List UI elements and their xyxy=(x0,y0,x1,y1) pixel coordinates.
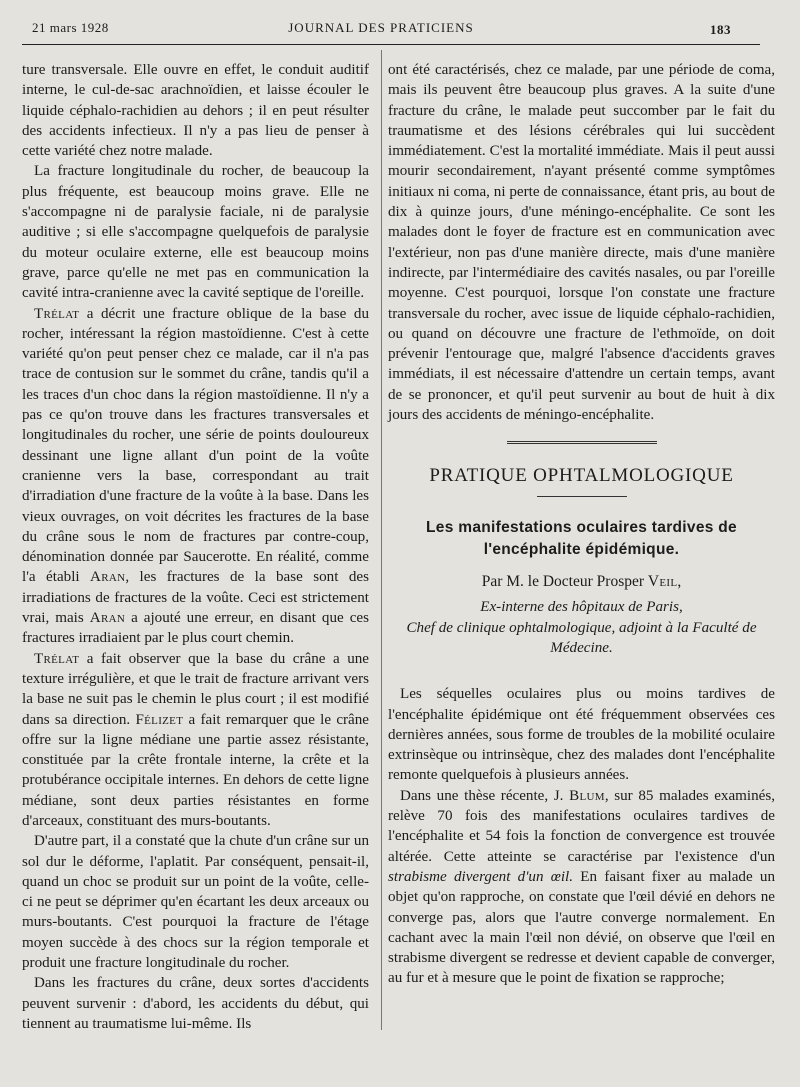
left-paragraph-4 xyxy=(22,649,369,832)
author-name-trelat-2: Trélat xyxy=(34,650,80,667)
left-paragraph-3-text-3: a ajouté une erreur, en disant que ces fractures irradiaient par le plus court chemin. xyxy=(22,610,369,647)
italic-strabisme: strabisme divergent d'un œil. xyxy=(388,868,574,885)
left-paragraph-3-text: a décrit une fracture oblique de la base du rocher, intéressant la région mastoïdienne. C'est à cette variété qu'on peut penser chez ce malade, car il n'a pas trace de contusion sur le sommet du crâne, tandis qu'il a les traces d'un choc dans la région mastoïdienne. Il n'y a pas ce qu'on trouve dans les fractures transversales et longitudinales du rocher, une série de points douloureux dessinant une ligne allant d'un point de la voûte cranienne vers la base, correspondant au trait d'irradiation d'une fracture de la voûte à la base. Dans les vieux ouvrages, on voit décrites les fractures de la base du crâne sous le nom de fractures par contre-coup, dénomination donnée par Saucerotte. En réalité, comme l'a établi xyxy=(22,305,369,586)
affiliation-line-1: Ex-interne des hôpitaux de Paris, xyxy=(480,599,683,616)
section-separator xyxy=(507,441,657,444)
affiliation-line-2: Chef de clinique ophtalmologique, adjoint à la Faculté de Médecine. xyxy=(406,619,757,656)
author-name-aran-2: Aran xyxy=(89,610,126,627)
right-paragraph-2: Les séquelles oculaires plus ou moins tardives de l'encéphalite épidémique ont été fréquemment observées ces dernières années, sous forme de troubles de la mobilité oculaire extrinsèque ou intrinsèque, chez des malades dont l'encéphalite remonte quelquefois à plusieurs années. xyxy=(388,686,775,784)
column-divider xyxy=(381,50,382,1030)
article-author xyxy=(388,571,775,593)
left-paragraph-2: La fracture longitudinale du rocher, de beaucoup la plus fréquente, est beaucoup moins grave. Elle ne s'accompagne ni de paralysie faciale, ni de paralysie auditive ; si elle s'accompagne quelquefois de paralysie du moteur oculaire externe, elle est beaucoup moins grave, parce qu'elle ne met pas en communication la cavité intra-cranienne avec la cavité septique de l'oreille. xyxy=(22,163,369,302)
author-name-felizet: Félizet xyxy=(135,711,184,728)
right-paragraph-3-text-3: En faisant fixer au malade un objet qu'on rapproche, on constate que l'œil dévié en dehors ne converge pas, alors que l'autre converge normalement. En cachant avec la main l'œil non dévié, on observe que l'œil en strabisme divergent se redresse et devient capable de converger, au fur et à mesure que le point de fixation se rapproche; xyxy=(388,868,775,987)
article-title-line-1: Les manifestations oculaires tardives de xyxy=(426,519,737,537)
author-suffix: , xyxy=(677,573,682,591)
left-paragraph-4-text: a fait observer que la base du crâne a une texture irrégulière, et que le trait de fracture arrivant vers la base ne suit pas le chemin le plus court ; il est modifié dans sa direction. xyxy=(22,650,369,728)
right-column xyxy=(388,60,775,989)
journal-title: JOURNAL DES PRATICIENS xyxy=(288,20,474,35)
left-paragraph-5: D'autre part, il a constaté que la chute d'un crâne sur un sol dur le déforme, l'aplatit. Par conséquent, pensait-il, quand un choc se produit sur un point de la voûte, celle-ci ne peut se déprimer qu'en écartant les deux arceaux ou murs-boutants. C'est pourquoi la fracture de l'étage moyen succède à des chocs sur la région temporale et produit une fracture longitudinale du rocher. xyxy=(22,833,369,972)
section-title-underline xyxy=(537,496,627,497)
left-paragraph-1: ture transversale. Elle ouvre en effet, le conduit auditif interne, le cul-de-sac arachnoïdien, et laisse écouler le liquide céphalo-rachidien au dehors ; il en peut résulter des accidents infectieux. Il n'y a pas lieu de penser à cette variété chez notre malade. xyxy=(22,62,369,160)
spacer xyxy=(388,658,775,684)
author-affiliation xyxy=(388,597,775,658)
author-name-blum: Blum xyxy=(569,787,605,804)
page-number: 183 xyxy=(710,22,731,37)
left-paragraph-3 xyxy=(22,304,369,649)
header-date: 21 mars 1928 xyxy=(32,20,109,35)
left-column xyxy=(22,60,369,1034)
section-title: PRATIQUE OPHTALMOLOGIQUE xyxy=(429,465,734,487)
left-paragraph-6: Dans les fractures du crâne, deux sortes d'accidents peuvent survenir : d'abord, les accidents du début, qui tiennent au traumatisme lui-même. Ils xyxy=(22,975,369,1032)
author-surname: Veil xyxy=(647,573,678,591)
left-paragraph-4-text-2: a fait remarquer que le crâne offre sur la ligne médiane une partie assez résistante, constituée par la crête frontale interne, la crête et la protubérance occipitale internes. En dehors de cette ligne médiane, sont deux parties résistantes en forme d'arceaux, constituant des murs-boutants. xyxy=(22,711,370,829)
right-paragraph-1: ont été caractérisés, chez ce malade, par une période de coma, mais ils peuvent être beaucoup plus graves. A la suite d'une fracture du crâne, le malade peut succomber par le fait du traumatisme et des lésions cérébrales qui lui succèdent immédiatement. C'est la mortalité immédiate. Mais il peut aussi mourir secondairement, n'ayant présenté comme symptômes initiaux ni coma, ni perte de connaissance, étant pris, au bout de dix à quinze jours, d'une méningo-encéphalite. Ce sont les malades dont le foyer de fracture est en communication avec l'extérieur, non pas d'une manière directe, mais d'une manière indirecte, par l'intermédiaire des cavités nasales, ou par l'oreille moyenne. C'est pourquoi, lorsque l'on constate une fracture transversale du rocher, avec issue de liquide céphalo-rachidien, ou quand on découvre une fracture de l'ethmoïde, on doit prévenir l'entourage que, malgré l'absence d'accidents graves immédiats, il est nécessaire d'attendre un certain temps, avant de se prononcer, et qu'il peut survenir au bout de huit à dix jours des accidents de méningo-encéphalite. xyxy=(388,62,775,424)
author-prefix: Par M. le Docteur Prosper xyxy=(481,573,648,591)
author-name-trelat: Trélat xyxy=(34,305,80,322)
left-paragraph-3-text-2: , les fractures de la base sont des irradiations de fractures de la voûte. Ceci est strictement vrai, mais xyxy=(22,569,369,627)
right-paragraph-3-text: Dans une thèse récente, J. xyxy=(400,787,570,804)
article-title xyxy=(388,517,775,561)
header-rule xyxy=(22,44,760,45)
right-paragraph-3-text-2: , sur 85 malades examinés, relève 70 fois des manifestations oculaires tardives de l'encéphalite et 54 fois la fonction de convergence est trouvée altérée. Cette atteinte se caractérise par l'existence d'un xyxy=(388,787,775,865)
page-header xyxy=(22,20,740,38)
article-title-line-2: l'encéphalite épidémique. xyxy=(483,541,680,559)
author-name-aran: Aran xyxy=(90,569,126,586)
right-paragraph-3 xyxy=(388,786,775,989)
